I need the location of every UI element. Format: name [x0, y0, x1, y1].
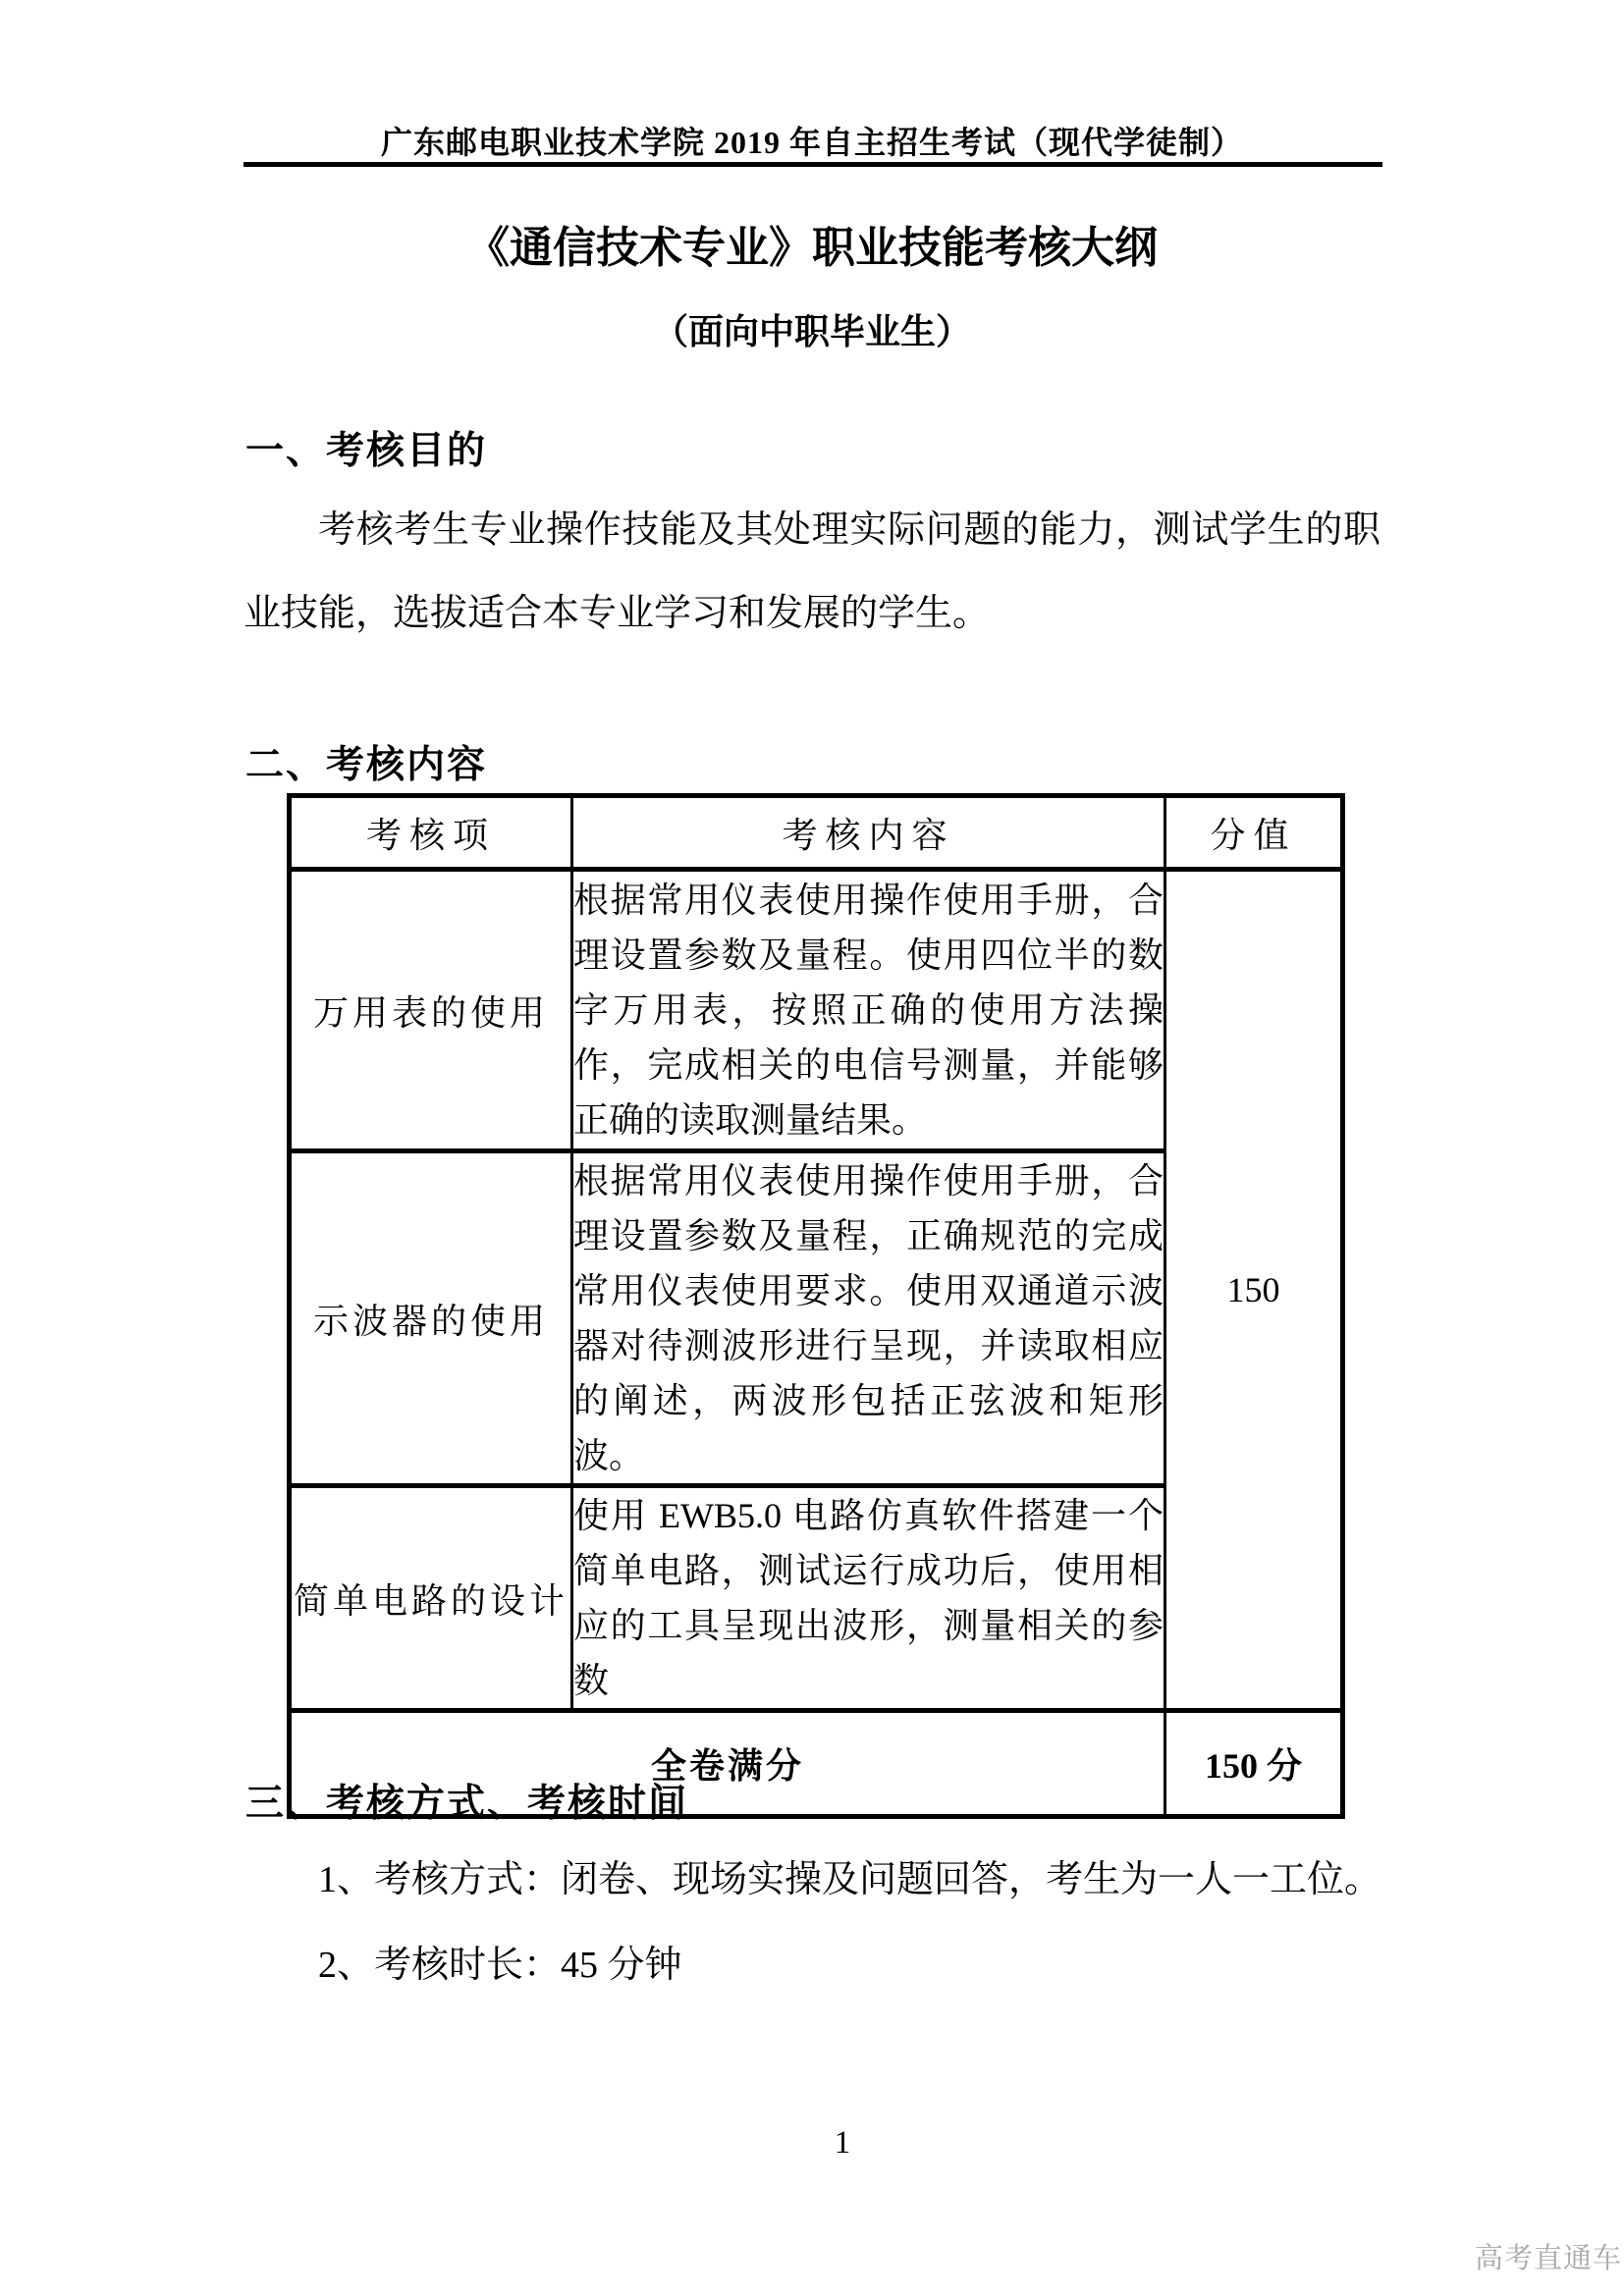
page-header: 广东邮电职业技术学院 2019 年自主招生考试（现代学徒制） — [380, 125, 1243, 160]
column-header-content: 考核内容 — [572, 796, 1165, 870]
total-label: 全卷满分 — [290, 1711, 1165, 1817]
row-content: 根据常用仪表使用操作使用手册，合理设置参数及量程，正确规范的完成常用仪表使用要求。使用双通道示波器对待测波形进行呈现，并读取相应的阐述，两波形包括正弦波和矩形波。 — [572, 1151, 1165, 1486]
section-3-heading: 三、考核方式、考核时间 — [245, 1783, 689, 1825]
document-title: 《通信技术专业》职业技能考核大纲 — [466, 224, 1158, 272]
document-subtitle: （面向中职毕业生） — [652, 312, 971, 351]
table-header-row — [290, 796, 1343, 870]
row-item-label: 简单电路的设计 — [290, 1486, 572, 1711]
row-content: 根据常用仪表使用操作使用手册，合理设置参数及量程。使用四位半的数字万用表，按照正确的使用方法操作，完成相关的电信号测量，并能够正确的读取测量结果。 — [572, 870, 1165, 1151]
table-row — [290, 870, 1343, 1151]
row-item-label: 万用表的使用 — [290, 870, 572, 1151]
section-2-heading: 二、考核内容 — [245, 744, 488, 786]
watermark: 高考直通车 — [1475, 2243, 1623, 2274]
row-item-label: 示波器的使用 — [290, 1151, 572, 1486]
page-number: 1 — [834, 2125, 851, 2161]
total-score: 150 分 — [1165, 1711, 1343, 1817]
column-header-score: 分值 — [1165, 796, 1343, 870]
section-1-paragraph: 考核考生专业操作技能及其处理实际问题的能力，测试学生的职业技能，选拔适合本专业学习和发展的学生。 — [244, 509, 1380, 634]
list-item-1: 1、考核方式：闭卷、现场实操及问题回答，考生为一人一工位。 — [318, 1859, 1382, 1900]
section-1-heading: 一、考核目的 — [245, 430, 488, 472]
assessment-table — [287, 793, 1345, 1819]
list-item-2: 2、考核时长：45 分钟 — [318, 1945, 682, 1986]
merged-score-cell: 150 — [1165, 870, 1343, 1711]
header-rule — [244, 162, 1382, 167]
column-header-item: 考核项 — [290, 796, 572, 870]
row-content: 使用 EWB5.0 电路仿真软件搭建一个简单电路，测试运行成功后，使用相应的工具呈现出波形，测量相关的参数 — [572, 1486, 1165, 1711]
